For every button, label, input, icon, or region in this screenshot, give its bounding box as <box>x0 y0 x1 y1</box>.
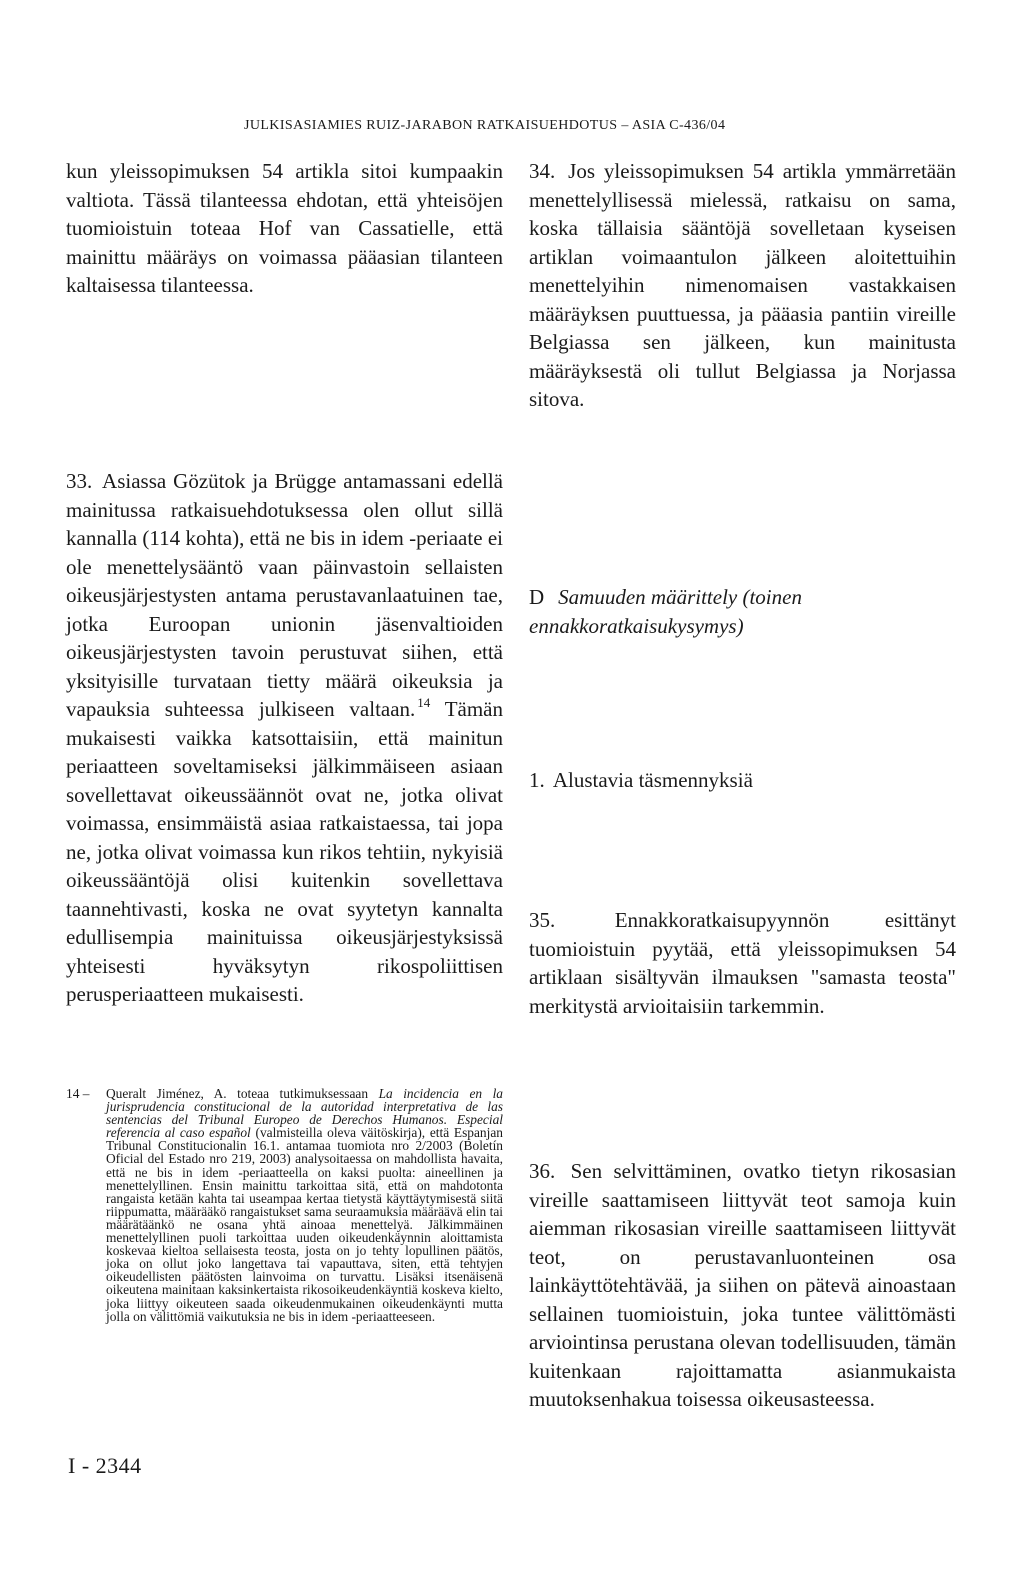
section-d-heading <box>529 583 956 640</box>
section-d-heading-block <box>529 583 956 640</box>
paragraph-33 <box>66 467 503 1009</box>
footnote-number: 14 – <box>66 1086 90 1101</box>
paragraph-35-block <box>529 906 956 1020</box>
section-letter: D <box>529 585 545 609</box>
paragraph-continuation: kun yleissopimuksen 54 artikla sitoi kumpaakin valtiota. Tässä tilanteessa ehdotan, että yhteisöjen tuomioistuin toteaa Hof van Cassatielle, että mainittu määräys on voimassa pääasian tilanteen kaltaisessa tilanteessa. <box>66 159 503 297</box>
footnote-reference[interactable]: 14 <box>417 695 431 710</box>
footnote-author-text: Queralt Jiménez, A. toteaa tutkimuksessaan <box>106 1086 369 1101</box>
section-title: Samuuden määrittely (toinen ennakkoratkaisukysymys) <box>529 585 802 638</box>
footnote-14 <box>66 1087 503 1323</box>
left-continuation-block <box>66 157 503 300</box>
footnote-work-title: La incidencia en la jurisprudencia constitucional de la autoridad interpretativa de las sentencias del Tribunal Europeo de Derechos Humanos. <box>106 1086 503 1128</box>
subsection-1-heading <box>529 766 956 795</box>
footnote-rest: (valmisteilla oleva väitöskirja), että Espanjan Tribunal Constitucionalin 16.1. antamaa tuomiota nro 2/2003 (Boletín Oficial del Estado nro 219, 2003) analysoitaessa on mahdollista havaita, että ne bis in idem -periaatteella on kaksi puolta: aineellinen ja menettelyllinen. Ensin mainittu tarkoittaa sitä, että on mahdotonta rangaista ketään kahta tai useampaa kertaa tietystä käyttäytymisestä siitä riippumatta, määrääkö rangaistukset sama seuraamuksia määräävä elin tai määrätäänkö ne osana yhtä ainoaa menettelyä. Jälkimmäinen menettelyllinen puoli tarkoittaa uuden oikeudenkäynnin aloittamista koskevaa kieltoa sellaisesta teosta, josta on jo tehty lopullinen päätös, joka on ollut joko langettava tai vapauttava, siten, että tehtyjen oikeudellisten päätösten lainvoima on turvattu. Lisäksi itsenäisenä oikeutena mainitaan kaksinkertaista rikosoikeudenkäyntiä koskeva kielto, joka liittyy oikeuteen saada oikeudenmukainen oikeudenkäynti mutta jolla on välittömiä vaikutuksia ne bis in idem -periaatteeseen. <box>106 1125 503 1324</box>
paragraph-34-text: Jos yleissopimuksen 54 artikla ymmärretään menettelyllisessä mielessä, ratkaisu on sama, koska tällaisia sääntöjä sovelletaan kyseisen artiklan voimaantulon jälkeen aloitettuihin menettelyihin nimenomaisen vastakkaisen määräyksen puuttuessa, ja pääasia pantiin vireille Belgiassa sen jälkeen, kun mainitusta määräyksestä oli tullut Belgiassa ja Norjassa sitova. <box>529 159 956 411</box>
subsection-number: 1. <box>529 768 545 792</box>
footnote-body <box>106 1087 503 1323</box>
paragraph-36-text: Sen selvittäminen, ovatko tietyn rikosasian vireille saattamiseen liittyvät teot samoja kuin aiemman rikosasian vireille saattamiseen liittyvät teot, on perustavanluonteinen osa lainkäyttötehtävää, ja siihen on pätevä ainoastaan sellainen tuomioistuin, joka tuntee välittömästi arviointinsa perustana olevan todellisuuden, tämän kuitenkaan rajoittamatta asianmukaista muutoksenhakua toisessa oikeusasteessa. <box>529 1159 956 1411</box>
paragraph-number: 36. <box>529 1159 556 1183</box>
paragraph-36-block <box>529 1157 956 1414</box>
paragraph-33-block <box>66 467 503 1009</box>
paragraph-35-text: Ennakkoratkaisupyynnön esittänyt tuomioistuin pyytää, että yleissopimuksen 54 artiklaan sisältyvän ilmauksen "samasta teosta" merkitystä arvioitaisiin tarkemmin. <box>529 908 956 1018</box>
footnote-section-title: Especial referencia al caso español <box>106 1112 503 1141</box>
running-header <box>244 118 804 134</box>
paragraph-number: 35. <box>529 908 556 932</box>
paragraph-33-text: Asiassa Gözütok ja Brügge antamassani edellä mainitussa ratkaisuehdotuksessa olen ollut sillä kannalla (114 kohta), että ne bis in idem -periaate ei ole menettelysääntö vaan päinvastoin sellaisten oikeusjärjestysten antama perustavanlaatuinen tae, jotka Euroopan unionin jäsenvaltioiden oikeusjärjestysten tavoin perustuvat siihen, että yksityisille turvataan tietty määrä oikeuksia ja vapauksia suhteessa julkiseen valtaan. <box>66 469 504 721</box>
paragraph-34-block <box>529 157 956 414</box>
paragraph-35 <box>529 906 956 1020</box>
page-number: I - 2344 <box>68 1453 142 1478</box>
paragraph-number: 34. <box>529 159 556 183</box>
paragraph-33-text-continued: Tämän mukaisesti vaikka katsottaisiin, että mainitun periaatteen soveltamiseksi jälkimmäiseen asiaan sovellettavat oikeussäännöt ovat ne, jotka olivat voimassa, ensimmäistä asiaa ratkaistaessa, tai jopa ne, jotka olivat voimassa kun rikos tehtiin, nykyisiä oikeussääntöjä olisi kuitenkin sovellettava taannehtivasti, koska ne ovat syytetyn kannalta edullisempia mainituissa oikeusjärjestyksissä yhteisesti hyväksytyn rikospoliittisen perusperiaatteen mukaisesti. <box>66 697 503 1006</box>
paragraph-36 <box>529 1157 956 1414</box>
paragraph-number: 33. <box>66 469 93 493</box>
running-title: JULKISASIAMIES RUIZ-JARABON RATKAISUEHDOTUS – ASIA C-436/04 <box>244 118 726 133</box>
paragraph-34 <box>529 157 956 414</box>
subsection-1-heading-block <box>529 766 956 795</box>
subsection-title: Alustavia täsmennyksiä <box>552 768 753 792</box>
